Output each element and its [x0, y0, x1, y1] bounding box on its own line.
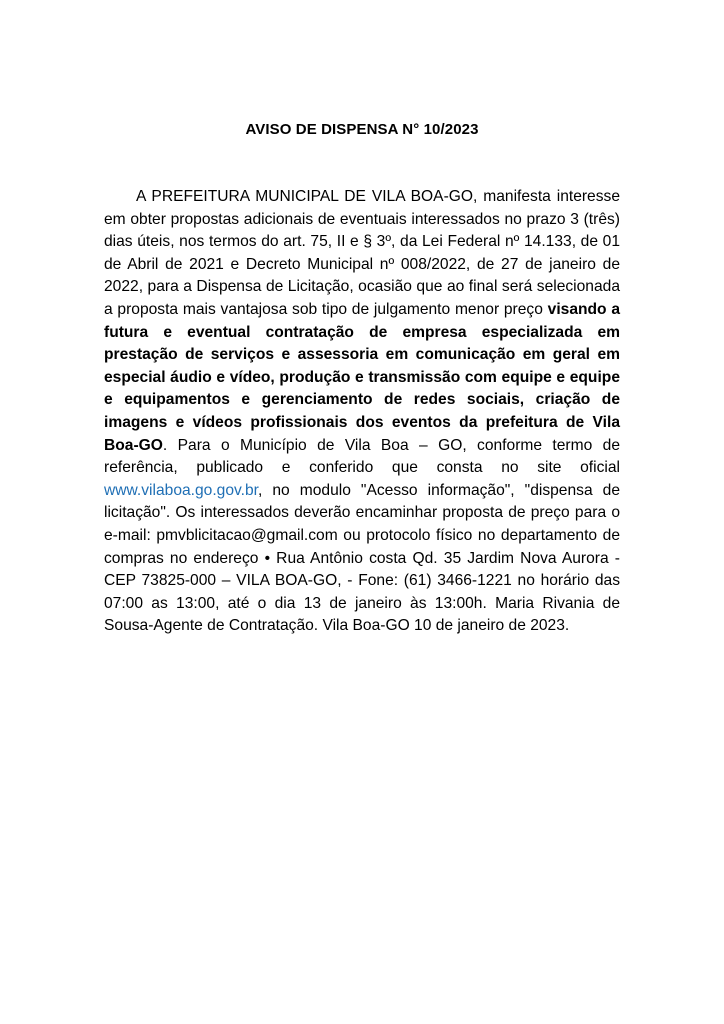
- paragraph-reference: . Para o Município de Vila Boa – GO, conforme termo de referência, publicado e conferido que consta no site oficial: [104, 436, 620, 477]
- paragraph-intro: A PREFEITURA MUNICIPAL DE VILA BOA-GO, manifesta interesse em obter propostas adicionais de eventuais interessados no prazo 3 (três) dias úteis, nos termos do art. 75, II e § 3º, da Lei Federal nº 14.133, de 01 de Abril de 2021 e Decreto Municipal nº 008/2022, de 27 de janeiro de 2022, para a Dispensa de Licitação, ocasião que ao final será selecionada a proposta mais vantajosa sob tipo de julgamento menor preço: [104, 188, 620, 318]
- paragraph-closing: , no modulo "Acesso informação", "dispensa de licitação". Os interessados deverão encaminhar proposta de preço para o e-mail: pmvblicitacao@gmail.com ou protocolo físico no departamento de compras no endereço • Rua Antônio costa Qd. 35 Jardim Nova Aurora - CEP 73825-000 – VILA BOA-GO, - Fone: (61) 3466-1221 no horário das 07:00 as 13:00, até o dia 13 de janeiro às 13:00h. Maria Rivania de Sousa-Agente de Contratação. Vila Boa-GO 10 de janeiro de 2023.: [104, 481, 620, 635]
- official-site-link[interactable]: www.vilaboa.go.gov.br: [104, 481, 259, 499]
- notice-paragraph: [104, 186, 620, 638]
- paragraph-object-bold: visando a futura e eventual contratação de empresa especializada em prestação de serviços e assessoria em comunicação em geral em especial áudio e vídeo, produção e transmissão com equipe e equipe e equipamentos e gerenciamento de redes sociais, criação de imagens e vídeos profissionais dos eventos da prefeitura de Vila Boa-GO: [104, 300, 621, 454]
- document-title: AVISO DE DISPENSA N° 10/2023: [245, 121, 479, 138]
